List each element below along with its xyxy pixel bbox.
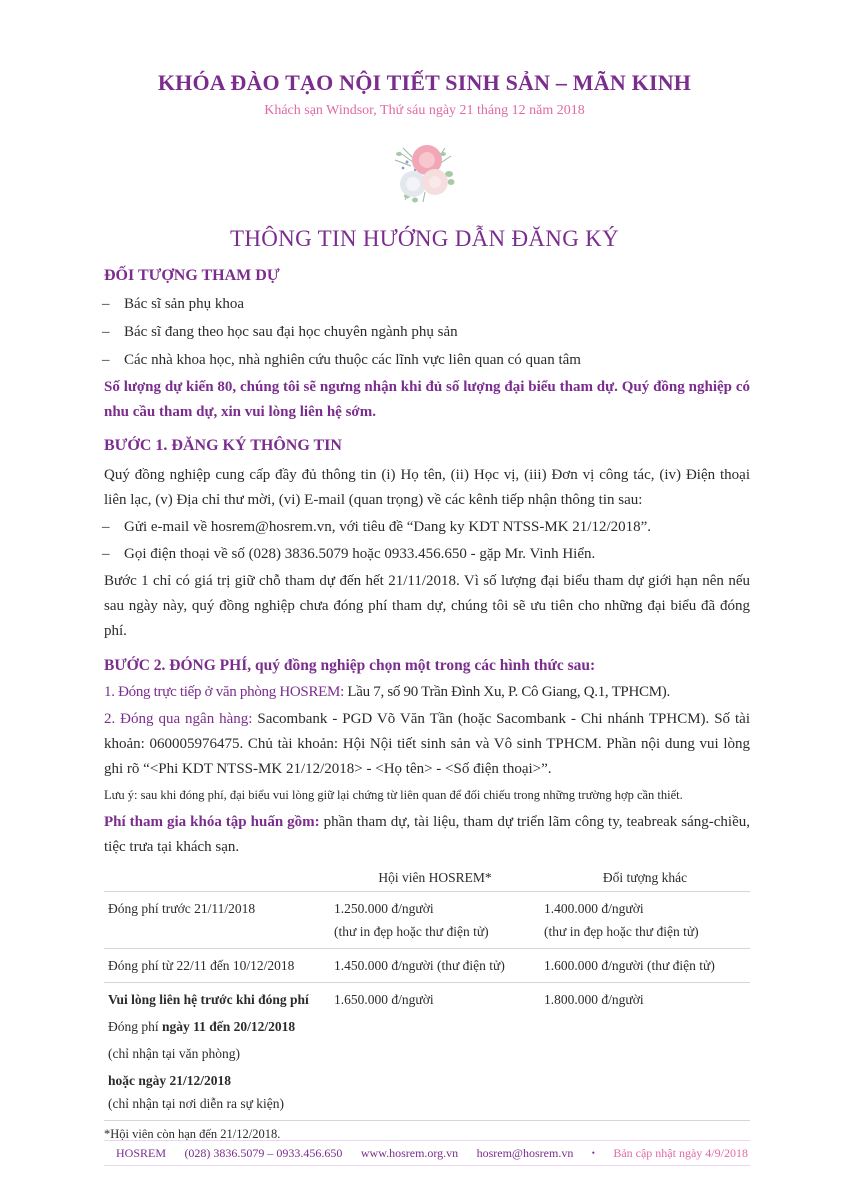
dash-bullet: – [102, 352, 110, 368]
audience-heading: ĐỐI TƯỢNG THAM DỰ [104, 267, 280, 284]
member-footnote: *Hội viên còn hạn đến 21/12/2018. [104, 1127, 281, 1141]
period-office-only: (chỉ nhận tại văn phòng) [108, 1046, 240, 1061]
audience-item [104, 292, 750, 317]
period-prefix: Đóng phí [108, 1019, 162, 1034]
content-body [104, 264, 750, 1142]
footer-phone: (028) 3836.5079 – 0933.456.650 [184, 1145, 343, 1160]
footer-updated: Bản cập nhật ngày 4/9/2018 [613, 1145, 748, 1160]
period-dates-office [108, 1015, 326, 1038]
document-subtitle: Khách sạn Windsor, Thứ sáu ngày 21 tháng 12 năm 2018 [264, 103, 585, 118]
step1-heading: BƯỚC 1. ĐĂNG KÝ THÔNG TIN [104, 437, 342, 454]
dash-bullet: – [102, 296, 110, 312]
cell-period [104, 983, 330, 1121]
main-heading: THÔNG TIN HƯỚNG DẪN ĐĂNG KÝ [229, 226, 619, 251]
bullet-icon: • [591, 1148, 595, 1158]
audience-item [104, 320, 750, 345]
footer-org: HOSREM [116, 1145, 167, 1160]
cell-other: 1.800.000 đ/người [540, 983, 750, 1121]
channel-phone-text: Gọi điện thoại về số (028) 3836.5079 hoặc 0933.456.650 - gặp Mr. Vinh Hiển. [124, 546, 596, 562]
option1-label: 1. Đóng trực tiếp ở văn phòng HOSREM: [104, 684, 344, 700]
fees-includes-label: Phí tham gia khóa tập huấn gồm: [104, 814, 320, 830]
step1-validity: Bước 1 chỉ có giá trị giữ chỗ tham dự đến hết 21/11/2018. Vì số lượng đại biểu tham dự giới hạn nên nếu sau ngày này, quý đồng nghiệp chưa đóng phí tham dự, chúng tôi sẽ ưu tiên cho những đại biểu đã đóng phí. [104, 573, 750, 639]
period-event-day: hoặc ngày 21/12/2018 [108, 1073, 232, 1088]
cell-member: 1.650.000 đ/người [330, 983, 540, 1121]
document-title: KHÓA ĐÀO TẠO NỘI TIẾT SINH SẢN – MÃN KINH [157, 70, 692, 95]
option1-text: Lầu 7, số 90 Trần Đình Xu, P. Cô Giang, Q.1, TPHCM). [343, 684, 670, 700]
step2-heading-bold: BƯỚC 2. ĐÓNG PHÍ, [104, 657, 252, 674]
capacity-note: Số lượng dự kiến 80, chúng tôi sẽ ngưng nhận khi đủ số lượng đại biểu tham dự. Quý đồng nghiệp có nhu cầu tham dự, xin vui lòng liên hệ sớm. [104, 379, 750, 420]
flower-bouquet-icon [385, 138, 465, 204]
channel-item [104, 542, 750, 567]
fees-section [104, 810, 750, 1142]
option2-label: 2. Đóng qua ngân hàng: [104, 711, 253, 727]
cell-other: 1.600.000 đ/người (thư điện tử) [540, 949, 750, 983]
other-price: 1.400.000 đ/người [544, 901, 644, 916]
dash-bullet: – [102, 546, 110, 562]
col-header-member: Hội viên HOSREM* [378, 870, 492, 885]
channel-item [104, 515, 750, 540]
table-row [104, 983, 750, 1121]
footer-website[interactable]: www.hosrem.org.vn [360, 1145, 459, 1160]
dash-bullet: – [102, 519, 110, 535]
period-event-only: (chỉ nhận tại nơi diễn ra sự kiện) [108, 1096, 285, 1111]
payment-note: Lưu ý: sau khi đóng phí, đại biểu vui lòng giữ lại chứng từ liên quan để đối chiếu trong những trường hợp cần thiết. [104, 788, 683, 802]
page-footer [104, 1140, 750, 1166]
col-header-period [104, 864, 330, 892]
step2-heading [104, 654, 750, 678]
option2-text: Sacombank - PGD Võ Văn Tần (hoặc Sacombank - Chi nhánh TPHCM). Số tài khoản: 060005976475. Chủ tài khoản: Hội Nội tiết sinh sản và Vô sinh TPHCM. Phần nội dung vui lòng ghi rõ “<Phi KDT NTSS-MK 21/12/2018> - <Họ tên> - <Số điện thoại>”. [104, 711, 750, 777]
cell-period: Đóng phí từ 22/11 đến 10/12/2018 [104, 949, 330, 983]
fees-table-header [104, 864, 750, 892]
member-note: (thư in đẹp hoặc thư điện tử) [334, 924, 489, 939]
step1-intro: Quý đồng nghiệp cung cấp đầy đủ thông tin (i) Họ tên, (ii) Học vị, (iii) Đơn vị công tác, (iv) Điện thoại liên lạc, (v) Địa chỉ thư mời, (vi) E-mail (quan trọng) về các kênh tiếp nhận thông tin sau: [104, 467, 750, 508]
audience-item-text: Bác sĩ đang theo học sau đại học chuyên ngành phụ sản [124, 324, 458, 340]
period-contact-first: Vui lòng liên hệ trước khi đóng phí [108, 992, 309, 1007]
audience-item [104, 348, 750, 373]
audience-item-text: Bác sĩ sản phụ khoa [124, 296, 244, 312]
dash-bullet: – [102, 324, 110, 340]
period-dates-bold: ngày 11 đến 20/12/2018 [162, 1019, 296, 1034]
fees-includes [104, 810, 750, 860]
cell-member [330, 892, 540, 949]
payment-option-office [104, 680, 750, 705]
member-price: 1.250.000 đ/người [334, 901, 434, 916]
cell-period: Đóng phí trước 21/11/2018 [104, 892, 330, 949]
payment-option-bank [104, 707, 750, 782]
cell-member: 1.450.000 đ/người (thư điện tử) [330, 949, 540, 983]
channel-email-text: Gửi e-mail về hosrem@hosrem.vn, với tiêu đề “Dang ky KDT NTSS-MK 21/12/2018”. [124, 519, 652, 535]
cell-other [540, 892, 750, 949]
fees-table [104, 864, 750, 1121]
other-note: (thư in đẹp hoặc thư điện tử) [544, 924, 699, 939]
audience-item-text: Các nhà khoa học, nhà nghiên cứu thuộc các lĩnh vực liên quan có quan tâm [124, 352, 581, 368]
audience-section [104, 264, 750, 425]
step2-section [104, 654, 750, 806]
step2-heading-rest: quý đồng nghiệp chọn một trong các hình thức sau: [251, 657, 596, 674]
step1-section [104, 434, 750, 644]
col-header-other: Đối tượng khác [602, 870, 688, 885]
table-row [104, 949, 750, 983]
table-row [104, 892, 750, 949]
fees-includes-text: phần tham dự, tài liệu, tham dự triển lãm công ty, teabreak sáng-chiều, tiệc trưa tại khách sạn. [104, 814, 750, 855]
footer-email[interactable]: hosrem@hosrem.vn [476, 1145, 574, 1160]
